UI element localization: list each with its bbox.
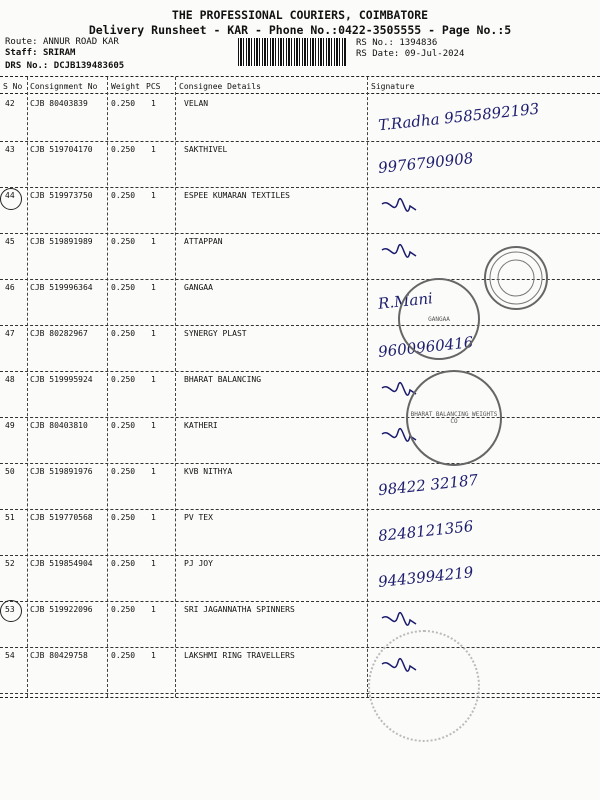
drs-label: DRS No.: xyxy=(5,61,49,71)
handwritten-signature: 8248121356 xyxy=(377,517,475,545)
row-consignee: LAKSHMI RING TRAVELLERS xyxy=(184,651,295,660)
row-weight: 0.250 xyxy=(111,145,136,154)
row-consignee: PV TEX xyxy=(184,513,213,522)
row-sno: 51 xyxy=(5,513,15,522)
gangaa-stamp-text: GANGAA xyxy=(428,315,450,323)
rs-date xyxy=(356,49,464,59)
table-row xyxy=(0,372,600,418)
gangaa-stamp xyxy=(398,278,480,360)
row-sno: 42 xyxy=(5,99,15,108)
col-consignee: Consignee Details xyxy=(179,82,261,91)
row-weight: 0.250 xyxy=(111,421,136,430)
row-consignee: VELAN xyxy=(184,99,209,108)
row-sno: 46 xyxy=(5,283,15,292)
handwritten-signature: T.Radha 9585892193 xyxy=(377,99,541,135)
rs-date-label: RS Date: xyxy=(356,49,400,59)
row-weight: 0.250 xyxy=(111,191,136,200)
handwritten-signature xyxy=(380,196,420,230)
courier-stamp xyxy=(484,246,548,310)
row-pcs: 1 xyxy=(151,651,156,660)
row-weight: 0.250 xyxy=(111,283,136,292)
handwritten-signature: 98422 32187 xyxy=(377,470,479,500)
handwritten-signature: R.Mani xyxy=(377,289,434,313)
row-consignment-no: CJB 519922096 xyxy=(30,605,93,614)
rs-date-value: 09-Jul-2024 xyxy=(404,49,465,59)
row-pcs: 1 xyxy=(151,421,156,430)
row-consignee: KVB NITHYA xyxy=(184,467,233,476)
row-pcs: 1 xyxy=(151,329,156,338)
table-row xyxy=(0,326,600,372)
row-consignee: GANGAA xyxy=(184,283,213,292)
row-weight: 0.250 xyxy=(111,605,136,614)
row-pcs: 1 xyxy=(151,283,156,292)
runsheet-title: THE PROFESSIONAL COURIERS, COIMBATORE xyxy=(171,8,429,22)
row-pcs: 1 xyxy=(151,605,156,614)
table-row xyxy=(0,418,600,464)
row-pcs: 1 xyxy=(151,145,156,154)
staff-value: SRIRAM xyxy=(42,48,76,58)
table-bottom-line xyxy=(0,697,600,698)
route-info xyxy=(5,37,119,47)
col-weight: Weight xyxy=(111,82,140,91)
row-sno: 49 xyxy=(5,421,15,430)
table-row xyxy=(0,464,600,510)
row-pcs: 1 xyxy=(151,513,156,522)
row-consignment-no: CJB 519704170 xyxy=(30,145,93,154)
row-sno: 52 xyxy=(5,559,15,568)
row-pcs: 1 xyxy=(151,237,156,246)
drs-value: DCJB139483605 xyxy=(53,61,125,71)
row-weight: 0.250 xyxy=(111,99,136,108)
col-consignment: Consignment No xyxy=(30,82,98,91)
row-weight: 0.250 xyxy=(111,467,136,476)
row-consignment-no: CJB 80403839 xyxy=(30,99,88,108)
table-row xyxy=(0,96,600,142)
table-row xyxy=(0,188,600,234)
table-row xyxy=(0,602,600,648)
row-consignee: ATTAPPAN xyxy=(184,237,223,246)
table-row xyxy=(0,648,600,694)
row-sno: 53 xyxy=(5,605,15,614)
row-consignment-no: CJB 80429758 xyxy=(30,651,88,660)
row-consignee: KATHERI xyxy=(184,421,218,430)
row-consignment-no: CJB 519770568 xyxy=(30,513,93,522)
table-row xyxy=(0,510,600,556)
rs-no-label: RS No.: xyxy=(356,38,394,48)
row-pcs: 1 xyxy=(151,375,156,384)
barcode xyxy=(238,38,346,66)
header-bottom-line xyxy=(0,93,600,94)
table-row xyxy=(0,556,600,602)
row-consignee: SAKTHIVEL xyxy=(184,145,228,154)
row-consignee: SYNERGY PLAST xyxy=(184,329,247,338)
row-consignee: SRI JAGANNATHA SPINNERS xyxy=(184,605,295,614)
table-top-line xyxy=(0,76,600,77)
route-label: Route: xyxy=(5,37,38,47)
row-consignment-no: CJB 519996364 xyxy=(30,283,93,292)
row-sno: 48 xyxy=(5,375,15,384)
circle-mark xyxy=(0,600,22,622)
row-pcs: 1 xyxy=(151,99,156,108)
row-pcs: 1 xyxy=(151,559,156,568)
row-consignment-no: CJB 519973750 xyxy=(30,191,93,200)
row-consignee: BHARAT BALANCING xyxy=(184,375,262,384)
row-consignee: ESPEE KUMARAN TEXTILES xyxy=(184,191,290,200)
drs-info xyxy=(5,61,124,71)
handwritten-signature: 9600960416 xyxy=(377,333,475,361)
col-sno: S No xyxy=(3,82,23,91)
bharat-stamp xyxy=(406,370,502,466)
staff-info xyxy=(5,48,75,58)
row-consignee: PJ JOY xyxy=(184,559,213,568)
row-weight: 0.250 xyxy=(111,651,136,660)
row-sno: 47 xyxy=(5,329,15,338)
row-consignment-no: CJB 519891976 xyxy=(30,467,93,476)
runsheet-subtitle: Delivery Runsheet - KAR - Phone No.:0422-3505555 - Page No.:5 xyxy=(88,23,512,37)
row-sno: 44 xyxy=(5,191,15,200)
rs-no-value: 1394836 xyxy=(399,38,438,48)
row-weight: 0.250 xyxy=(111,559,136,568)
row-consignment-no: CJB 519891989 xyxy=(30,237,93,246)
rs-number xyxy=(356,38,437,48)
row-sno: 45 xyxy=(5,237,15,246)
faded-stamp xyxy=(368,630,480,742)
circle-mark xyxy=(0,188,22,210)
handwritten-signature: 9976790908 xyxy=(377,149,475,177)
table-row xyxy=(0,142,600,188)
col-signature: Signature xyxy=(371,82,415,91)
row-sno: 43 xyxy=(5,145,15,154)
row-sno: 50 xyxy=(5,467,15,476)
row-pcs: 1 xyxy=(151,191,156,200)
row-consignment-no: CJB 80282967 xyxy=(30,329,88,338)
staff-label: Staff: xyxy=(5,48,38,58)
route-value: ANNUR ROAD KAR xyxy=(42,37,119,47)
handwritten-signature: 9443994219 xyxy=(377,563,475,591)
row-divider xyxy=(0,693,600,694)
row-weight: 0.250 xyxy=(111,375,136,384)
row-consignment-no: CJB 80403810 xyxy=(30,421,88,430)
row-consignment-no: CJB 519995924 xyxy=(30,375,93,384)
row-weight: 0.250 xyxy=(111,329,136,338)
row-consignment-no: CJB 519854904 xyxy=(30,559,93,568)
row-weight: 0.250 xyxy=(111,237,136,246)
row-weight: 0.250 xyxy=(111,513,136,522)
row-pcs: 1 xyxy=(151,467,156,476)
col-pcs: PCS xyxy=(146,82,161,91)
row-sno: 54 xyxy=(5,651,15,660)
handwritten-signature xyxy=(380,242,420,276)
bharat-stamp-text: BHARAT BALANCING WEIGHTS CO xyxy=(410,411,498,425)
